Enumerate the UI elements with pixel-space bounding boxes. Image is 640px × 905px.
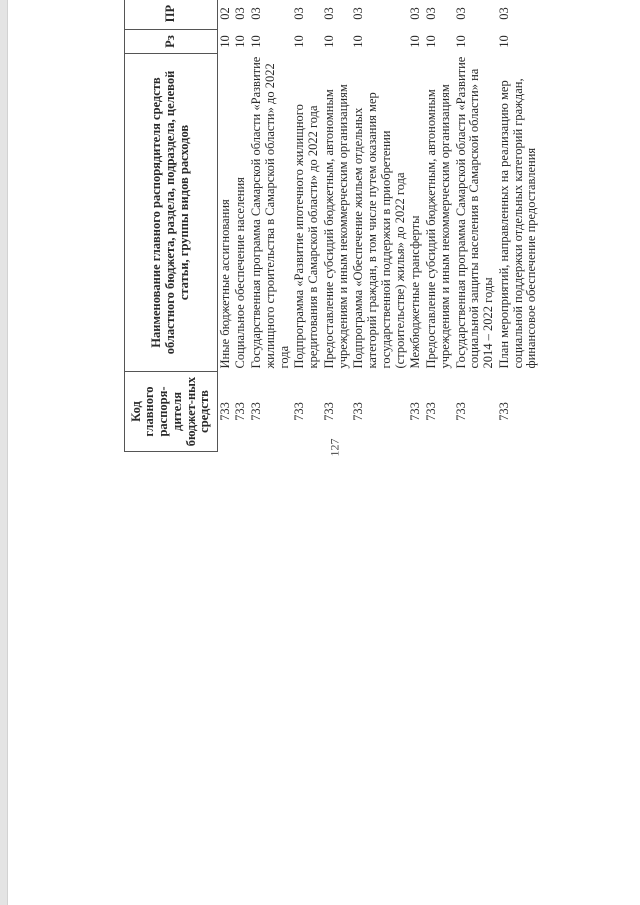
table-row (497, 0, 542, 452)
cell-rz: 10 (233, 35, 248, 48)
cell-pr: 03 (233, 7, 248, 20)
cell-name: Подпрограмма «Обеспечение жильем отдельных категорий граждан, в том числе путем оказания мер государственной поддержки в приобретении (строительстве) жилья» до 2022 года (351, 92, 407, 369)
cell-code: 733 (217, 402, 232, 421)
cell-pr: 03 (292, 7, 307, 20)
cell-pr: 03 (351, 7, 366, 20)
cell-name: Социальное обеспечение населения (233, 177, 248, 369)
cell-rz: 10 (217, 35, 232, 48)
cell-code: 733 (424, 402, 438, 421)
cell-pr: 03 (249, 7, 263, 20)
table-row (351, 0, 408, 452)
cell-rz: 10 (321, 35, 336, 48)
table-row (424, 0, 454, 452)
cell-code: 733 (408, 402, 423, 421)
cell-pr: 02 (217, 7, 232, 20)
header-name: Наименование главного распорядителя средств областного бюджета, раздела, подраздела, целевой статьи, группы видов расходов (125, 54, 218, 372)
cell-code: 733 (292, 402, 307, 421)
cell-name: Государственная программа Самарской области «Развитие жилищного строительства в Самарской области» до 2022 года (249, 56, 291, 369)
cell-pr: 03 (424, 7, 438, 20)
cell-name: Предоставление субсидий бюджетным, автономным учреждениям и иным некоммерческим организациям (424, 84, 452, 369)
cell-name: Иные бюджетные ассигнования (217, 199, 232, 369)
cell-rz: 10 (351, 35, 366, 48)
table-row (454, 0, 497, 452)
cell-rz: 10 (249, 35, 263, 48)
cell-name: Предоставление субсидий бюджетным, автономным учреждениям и иным некоммерческим организациям (321, 84, 350, 369)
cell-code: 733 (496, 402, 511, 421)
header-code: Код главного распоря-дителя бюджет-ных средств (125, 372, 218, 452)
table-header (125, 0, 218, 452)
scan-edge-strip (0, 0, 8, 905)
table-row (408, 0, 424, 452)
budget-table (124, 0, 542, 452)
table-row (249, 0, 292, 452)
table-row (292, 0, 322, 452)
cell-name: Подпрограмма «Развитие ипотечного жилищного кредитования в Самарской области» до 2022 года (292, 104, 320, 369)
cell-code: 733 (233, 402, 248, 421)
cell-code: 733 (249, 402, 263, 421)
cell-name: План мероприятий, направленных на реализацию мер социальной поддержки отдельных категорий граждан, финансовое обеспечение предоставления (496, 78, 539, 369)
cell-rz: 10 (453, 35, 468, 48)
cell-rz: 10 (292, 35, 307, 48)
table-row (233, 0, 249, 452)
cell-rz: 10 (496, 35, 511, 48)
cell-rz: 10 (408, 35, 423, 48)
cell-rz: 10 (424, 35, 438, 48)
header-pr: ПР (125, 0, 218, 30)
cell-pr: 03 (453, 7, 468, 20)
cell-code: 733 (453, 402, 468, 421)
page-number: 127 (327, 438, 342, 457)
header-rz: Рз (125, 30, 218, 54)
table-body (217, 0, 542, 452)
cell-pr: 03 (496, 7, 511, 20)
rotated-table-container (124, 0, 554, 452)
table-row (322, 0, 352, 452)
cell-name: Межбюджетные трансферты (408, 215, 423, 369)
cell-pr: 03 (408, 7, 423, 20)
cell-code: 733 (321, 402, 336, 421)
cell-name: Государственная программа Самарской области «Развитие социальной защиты населения в Самарской области» на 2014 – 2022 годы (453, 56, 495, 369)
table-row (217, 0, 233, 452)
cell-pr: 03 (321, 7, 336, 20)
cell-code: 733 (351, 402, 366, 421)
